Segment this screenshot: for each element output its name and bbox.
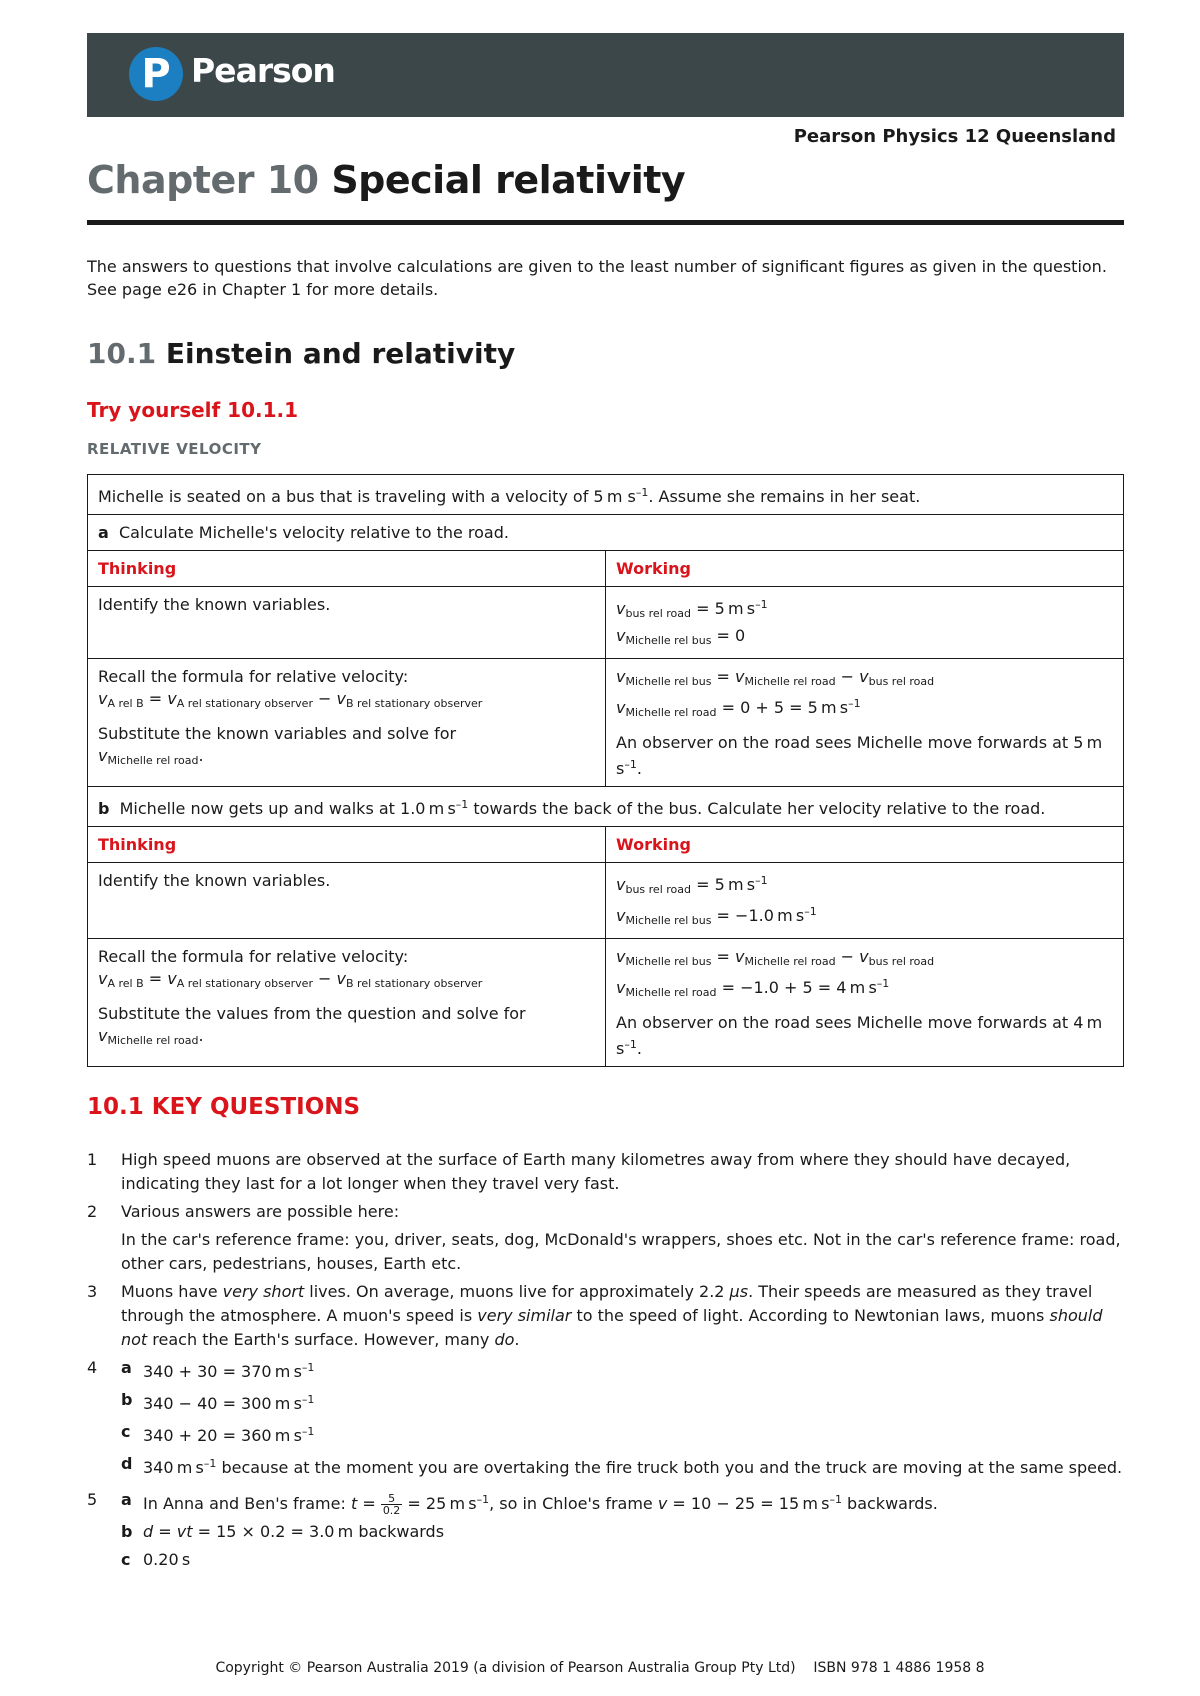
intro-text-end: . Assume she remains in her seat. — [648, 487, 921, 506]
thinking-text: Recall the formula for relative velocity: — [98, 667, 409, 686]
thinking-text: Identify the known variables. — [98, 871, 331, 890]
thinking-text: Recall the formula for relative velocity: — [98, 947, 409, 966]
list-item: 2 Various answers are possible here: In the car's reference frame: you, driver, seats, dog, McDonald's wrappers, shoes etc. Not in the car's reference frame: road, other cars, pedestrians, houses, Earth etc. — [87, 1200, 1124, 1276]
part-b-cell: b Michelle now gets up and walks at 1.0 m $s^{-1}$ towards the back of the bus. Calculate her velocity relative to the road. — [88, 787, 1124, 827]
header-banner — [87, 33, 1124, 117]
intro-text: Michelle is seated on a bus that is traveling with a velocity of 5 — [98, 487, 604, 506]
thinking-text: Substitute the values from the question and solve for — [98, 1004, 526, 1023]
list-item: 1 High speed muons are observed at the surface of Earth many kilometres away from where they should have decayed, indicating they last for a lot longer when they travel very fast. — [87, 1148, 1124, 1196]
chapter-number: Chapter 10 — [87, 158, 319, 202]
chapter-heading — [87, 158, 685, 202]
answer-4a: 340 + 30 = 370 — [143, 1362, 272, 1381]
exponent: –1 — [635, 486, 649, 499]
try-yourself-heading: Try yourself 10.1.1 — [87, 398, 299, 422]
worked-example-table — [87, 474, 1124, 1067]
try-yourself-subheading: RELATIVE VELOCITY — [87, 440, 262, 458]
part-b-text-end: towards the back of the bus. Calculate her velocity relative to the road. — [468, 799, 1046, 818]
table-row — [88, 551, 1124, 587]
book-title: Pearson Physics 12 Queensland — [793, 126, 1116, 147]
thinking-cell: Recall the formula for relative velocity: $v_{A rel B} = v_{A rel stationary observer} - v_{B rel stationary observer}$ Substitute the known variables and solve for $v_{Michelle rel road}$. — [88, 659, 606, 787]
section-number: 10.1 — [87, 337, 157, 370]
table-row — [88, 659, 1124, 787]
table-row — [88, 587, 1124, 659]
logo-letter: P — [141, 51, 171, 97]
thinking-header: Thinking — [88, 551, 606, 587]
example-intro-cell — [88, 475, 1124, 515]
part-a-text: Calculate Michelle's velocity relative to the road. — [118, 523, 509, 542]
list-item: 5 a In Anna and Ben's frame: t = $\frac{5}{0.2}$ = 25 m $s^{-1}$, so in Chloe's frame v = 10 − 25 = 15 m $s^{-1}$ backwards. b d = vt = 15 × 0.2 = 3.0 m backwards c 0.20 s — [87, 1488, 1124, 1576]
answer-4d-value: 340 — [143, 1458, 174, 1477]
pearson-logo-icon — [129, 47, 183, 101]
table-row — [88, 827, 1124, 863]
list-item: 3 Muons have very short lives. On average, muons live for approximately 2.2 μs. Their speeds are measured as they travel through the atmosphere. A muon's speed is very similar to the speed of light. According to Newtonian laws, muons should not reach the Earth's surface. However, many do. — [87, 1280, 1124, 1352]
table-row — [88, 787, 1124, 827]
conclusion-text: An observer on the road sees Michelle move forwards at 5 — [616, 733, 1084, 752]
working-cell: $v_{bus rel road} = 5$ m $s^{-1}$ $v_{Michelle rel bus} = -1.0$ m $s^{-1}$ — [606, 863, 1124, 939]
thinking-header: Thinking — [88, 827, 606, 863]
working-cell: $v_{Michelle rel bus} = v_{Michelle rel road} - v_{bus rel road}$ $v_{Michelle rel road} = 0 + 5 = 5$ m $s^{-1}$ An observer on the road sees Michelle move forwards at 5 m $s^{-1}$. — [606, 659, 1124, 787]
answer-3: Muons have very short lives. On average, muons live for approximately 2.2 μs. Their speeds are measured as they travel through the atmosphere. A muon's speed is very similar to the speed of light. According to Newtonian laws, muons should not reach the Earth's surface. However, many do. — [121, 1282, 1103, 1349]
table-row — [88, 475, 1124, 515]
section-title: Einstein and relativity — [165, 337, 516, 370]
thinking-text: Identify the known variables. — [98, 595, 331, 614]
heading-rule — [87, 220, 1124, 225]
table-row — [88, 863, 1124, 939]
list-item: 4 a 340 + 30 = 370 m $s^{-1}$ b 340 − 40 = 300 m $s^{-1}$ c 340 + 20 = 360 m $s^{-1}$ d 340 m $s^{-1}$ because at the moment you are overtaking the fire truck both you and the truck are moving at the same speed. — [87, 1358, 1123, 1477]
answer-2-intro: Various answers are possible here: — [121, 1202, 400, 1221]
answer-5a: In Anna and Ben's frame: t = $\frac{5}{0.2}$ = 25 m $s^{-1}$, so in Chloe's frame v = 10 − 25 = 15 m $s^{-1}$ backwards. — [143, 1492, 938, 1517]
conclusion-text: An observer on the road sees Michelle move forwards at 4 — [616, 1013, 1084, 1032]
thinking-cell — [88, 587, 606, 659]
working-cell: $v_{bus rel road} = 5$ m $s^{-1}$ $v_{Michelle rel bus} = 0$ — [606, 587, 1124, 659]
logo-wordmark: Pearson — [191, 51, 335, 90]
working-header: Working — [606, 551, 1124, 587]
thinking-cell — [88, 863, 606, 939]
answer-4d-text: because at the moment you are overtaking the fire truck both you and the truck are moving at the same speed. — [216, 1458, 1123, 1477]
intro-paragraph: The answers to questions that involve calculations are given to the least number of significant figures as given in the question. See page e26 in Chapter 1 for more details. — [87, 257, 1107, 299]
key-questions-heading: 10.1 KEY QUESTIONS — [87, 1094, 361, 1120]
unit: m s — [606, 487, 636, 506]
part-b-text: Michelle now gets up and walks at 1.0 — [119, 799, 426, 818]
working-cell: $v_{Michelle rel bus} = v_{Michelle rel road} - v_{bus rel road}$ $v_{Michelle rel road} = -1.0 + 5 = 4$ m $s^{-1}$ An observer on the road sees Michelle move forwards at 4 m $s^{-1}$. — [606, 939, 1124, 1067]
thinking-cell: Recall the formula for relative velocity: $v_{A rel B} = v_{A rel stationary observer} - v_{B rel stationary observer}$ Substitute the values from the question and solve for $v_{Michelle rel road}$. — [88, 939, 606, 1067]
part-letter: a — [98, 523, 109, 542]
answer-4c: 340 + 20 = 360 — [143, 1426, 272, 1445]
page-footer: Copyright © Pearson Australia 2019 (a division of Pearson Australia Group Pty Ltd) ISBN 978 1 4886 1958 8 — [215, 1660, 985, 1676]
table-row — [88, 515, 1124, 551]
part-a-cell — [88, 515, 1124, 551]
table-row — [88, 939, 1124, 1067]
answer-5c: 0.20 s — [143, 1550, 191, 1569]
answer-4b: 340 − 40 = 300 — [143, 1394, 272, 1413]
answer-1: High speed muons are observed at the surface of Earth many kilometres away from where they should have decayed, indicating they last for a lot longer when they travel very fast. — [121, 1150, 1071, 1193]
thinking-text: Substitute the known variables and solve for — [98, 724, 457, 743]
section-heading — [87, 337, 515, 370]
part-letter: b — [98, 799, 110, 818]
key-questions-list — [87, 1148, 1124, 1580]
chapter-title: Special relativity — [331, 158, 686, 202]
working-header: Working — [606, 827, 1124, 863]
answer-5b: d = vt = 15 × 0.2 = 3.0 m backwards — [143, 1522, 445, 1541]
answer-2-body: In the car's reference frame: you, driver, seats, dog, McDonald's wrappers, shoes etc. Not in the car's reference frame: road, other cars, pedestrians, houses, Earth etc. — [121, 1230, 1121, 1273]
